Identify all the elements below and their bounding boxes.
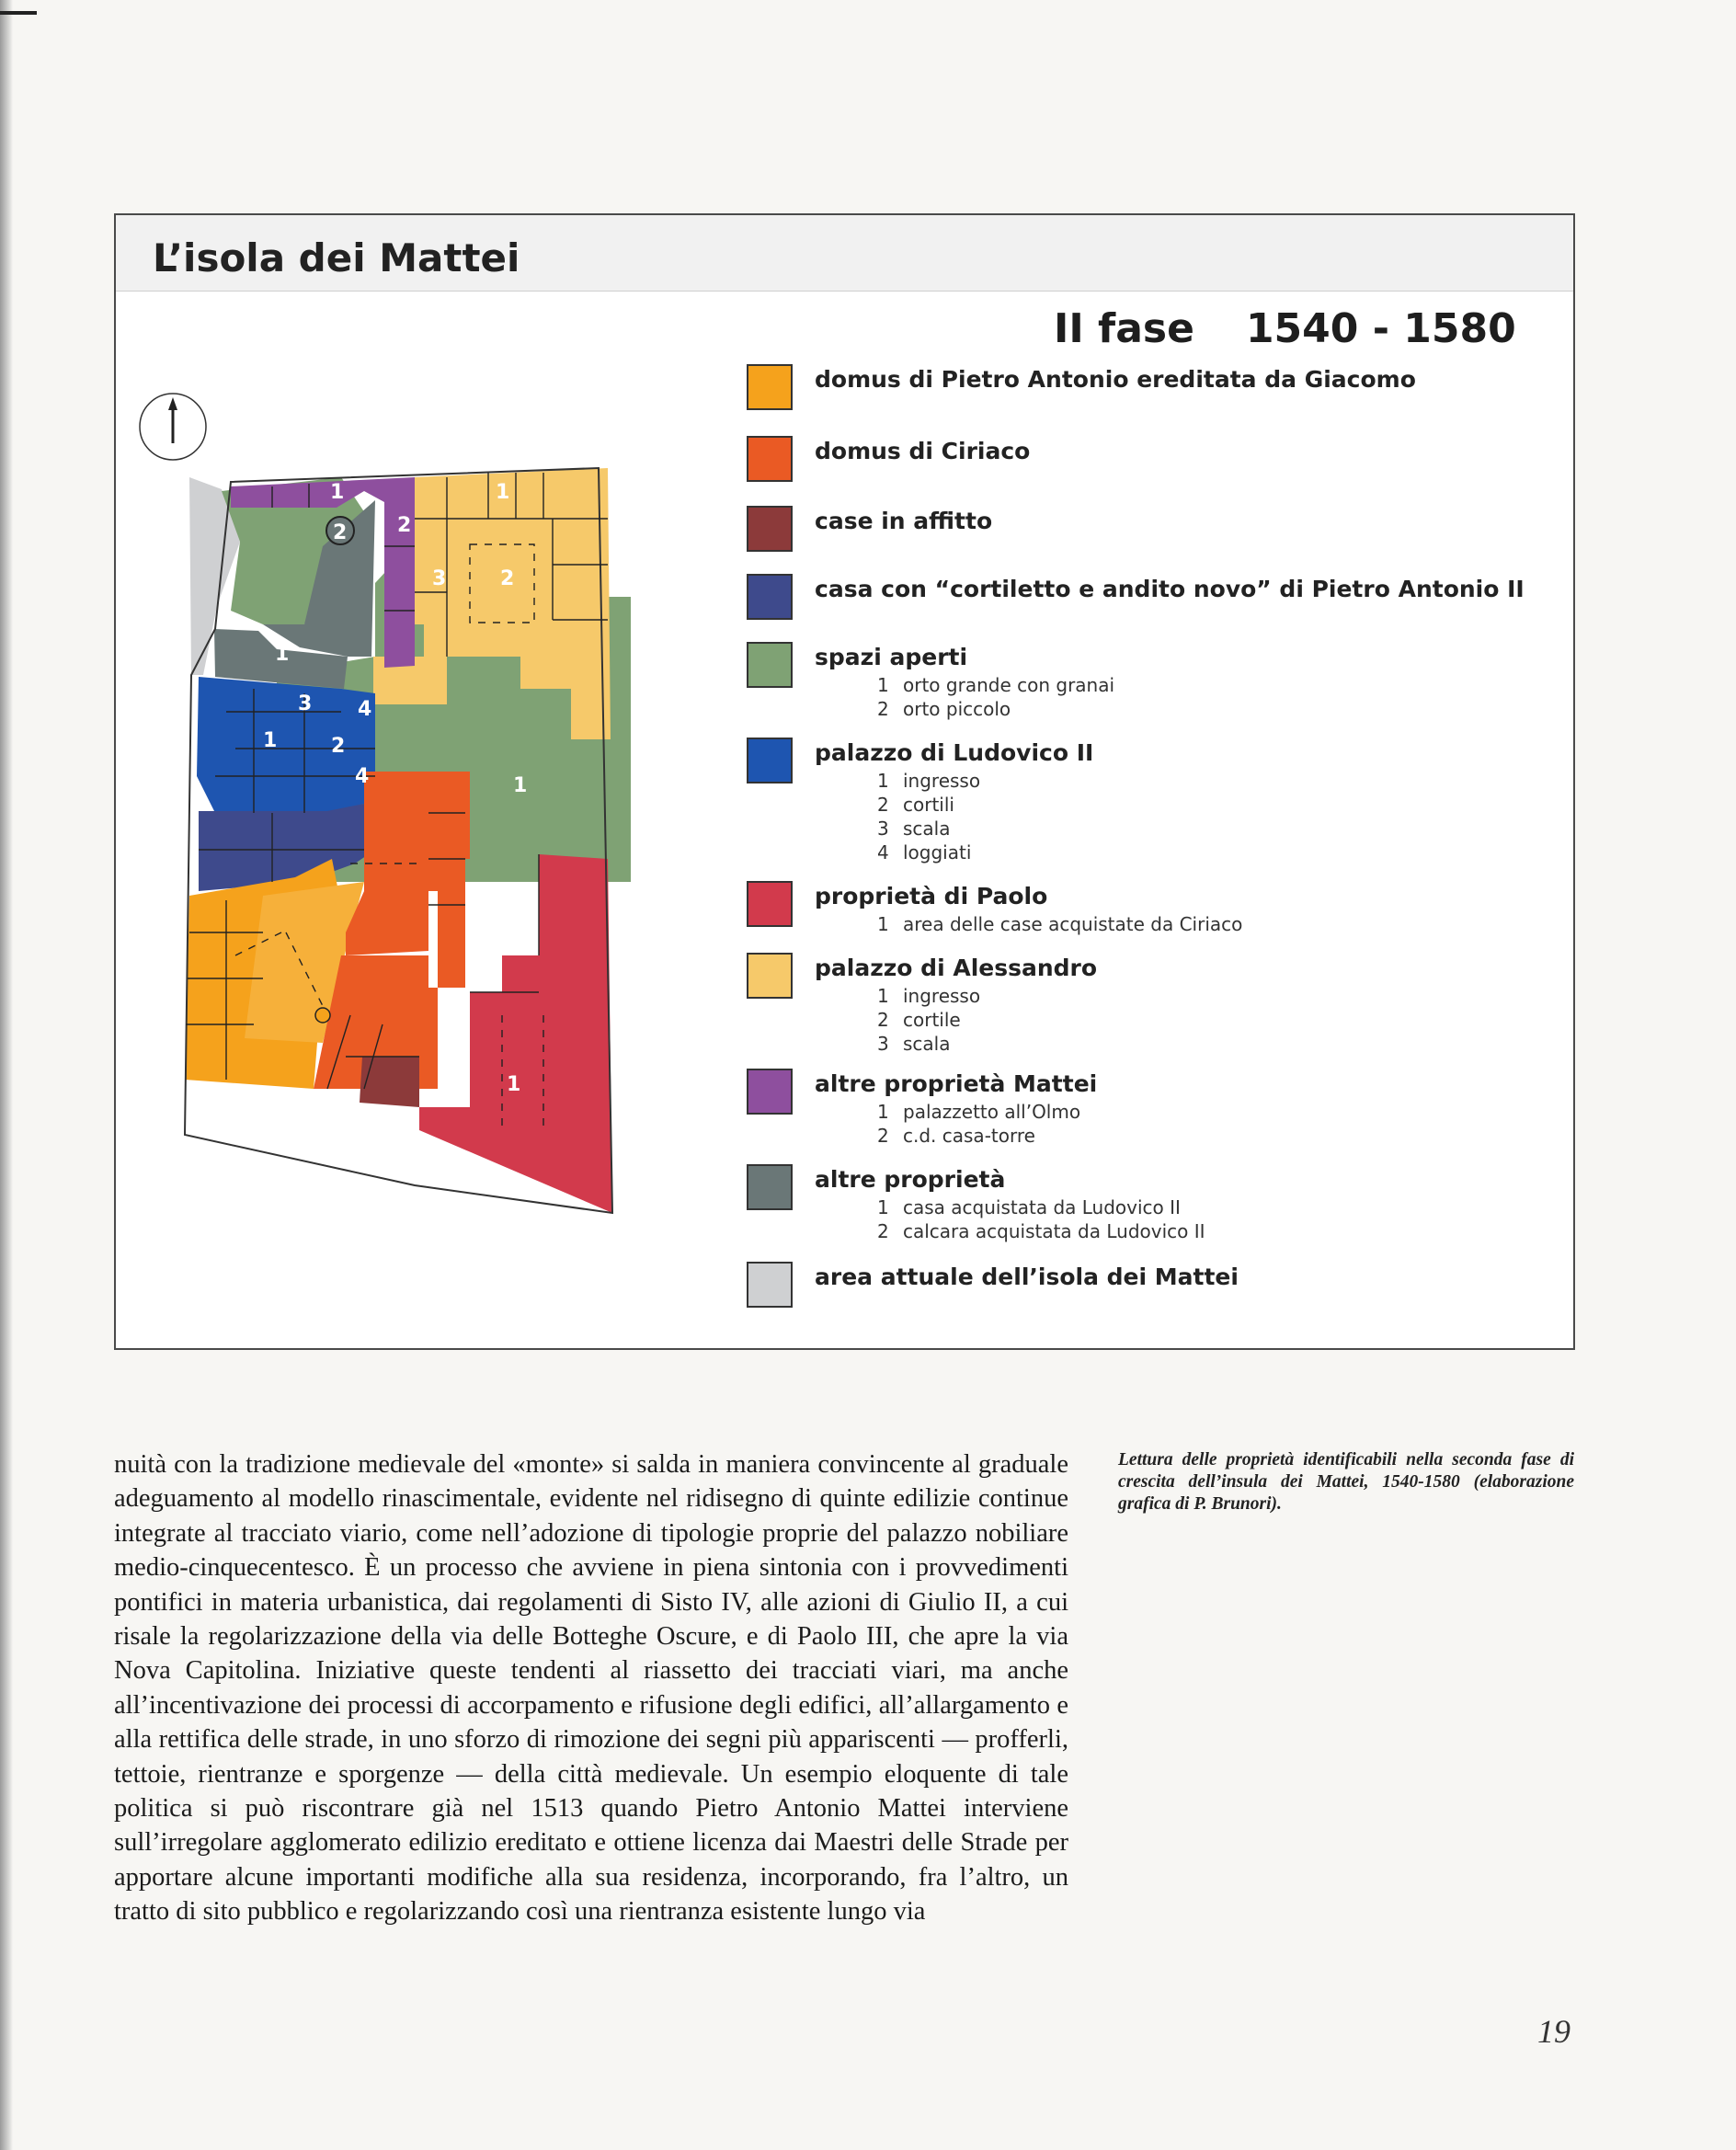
- map-label-blue-3: 3: [298, 692, 313, 715]
- legend-subitem: [877, 817, 980, 841]
- legend-subitem-text: cortili: [903, 794, 954, 816]
- legend-subitem-number: 1: [877, 674, 889, 696]
- legend-label: altre proprietà: [815, 1166, 1006, 1193]
- legend-subitem-text: palazzetto all’Olmo: [903, 1101, 1081, 1123]
- legend-subitem-text: scala: [903, 1033, 951, 1055]
- legend-subitem: [877, 1032, 980, 1056]
- legend-subitem-number: 2: [877, 1125, 889, 1147]
- legend-swatch: [747, 1069, 793, 1115]
- legend-subitem-text: cortile: [903, 1009, 961, 1031]
- legend-subitem-text: area delle case acquistate da Ciriaco: [903, 913, 1243, 935]
- legend-label: casa con “cortiletto e andito novo” di Pietro Antonio II: [815, 576, 1525, 602]
- map-label-yellow-2: 2: [500, 567, 515, 590]
- legend-sublist: [877, 769, 980, 864]
- legend-subitem: [877, 1100, 1080, 1124]
- map-label-grey-2: 2: [451, 1025, 465, 1048]
- legend-label: palazzo di Alessandro: [815, 955, 1098, 981]
- legend-subitem-text: scala: [903, 818, 951, 840]
- legend-subitem-number: 1: [877, 913, 889, 935]
- legend-label: spazi aperti: [815, 644, 968, 670]
- legend-subitem-text: loggiati: [903, 841, 972, 863]
- phase-years: 1540 - 1580: [1245, 305, 1516, 352]
- body-text: nuità con la tradizione medievale del «monte» si salda in maniera convincente al graduale adeguamento al modello rinascimentale, evidente nel ridisegno di quinte edilizie continue integrate al tracciato viario, come nell’adozione di tipologie proprie del palazzo nobiliare medio-cinquecentesco. È un processo che avviene in piena sintonia con i provvedimenti pontifici in materia urbanistica, dai regolamenti di Sisto IV, alle azioni di Giulio II, a cui risale la regolarizzazione della via delle Botteghe Oscure, e di Paolo III, che apre la via Nova Capitolina. Iniziative queste tendenti al riassetto dei tracciati viari, ma anche all’incentivazione dei processi di accorpamento e rifusione degli edifici, all’allargamento e alla rettifica delle strade, in uno sforzo di rimozione dei segni più appariscenti — profferli, tettoie, rientranze e sporgenze — della città medievale. Un esempio eloquente di tale politica si può riscontrare già nel 1513 quando Pietro Antonio Mattei interviene sull’irregolare agglomerato edilizio ereditato e ottiene licenza dai Maestri delle Strade per apportare alcune importanti modifiche alla sua residenza, incorporando, fra l’altro, un tratto di sito pubblico e regolarizzando così una rientranza esistente lungo via: [114, 1450, 1068, 1927]
- legend-subitem-number: 4: [877, 841, 889, 863]
- map-label-green-1: 1: [513, 774, 528, 797]
- legend-subitem-number: 2: [877, 1009, 889, 1031]
- crop-mark: [0, 11, 37, 15]
- legend-subitem: [877, 769, 980, 793]
- map-label-yellow-1: 1: [496, 481, 510, 504]
- legend-subitem-number: 3: [877, 1033, 889, 1055]
- blue-palazzo-ludovico: [197, 677, 375, 813]
- legend-swatch: [747, 642, 793, 688]
- legend-swatch: [747, 574, 793, 620]
- phase-heading: [1054, 305, 1516, 352]
- legend-label: area attuale dell’isola dei Mattei: [815, 1264, 1239, 1290]
- legend-subitem: [877, 673, 1114, 697]
- legend-subitem-number: 2: [877, 794, 889, 816]
- legend-subitem: [877, 793, 980, 817]
- legend-subitem-text: c.d. casa-torre: [903, 1125, 1035, 1147]
- map-label-blue-4a: 4: [358, 698, 372, 721]
- map-label-blue-1: 1: [263, 729, 278, 752]
- legend-label: domus di Pietro Antonio ereditata da Giacomo: [815, 366, 1416, 393]
- legend-subitem-text: orto grande con granai: [903, 674, 1115, 696]
- legend-swatch: [747, 506, 793, 552]
- figure-panel: [114, 213, 1575, 1350]
- legend-subitem: [877, 1195, 1205, 1219]
- legend-sublist: [877, 912, 1242, 936]
- figure-title-strip: [116, 215, 1573, 292]
- map-label-crimson-1: 1: [507, 1073, 521, 1096]
- legend-subitem-text: casa acquistata da Ludovico II: [903, 1196, 1181, 1218]
- page-binding-shadow: [0, 0, 13, 2150]
- legend-subitem: [877, 841, 980, 864]
- legend-sublist: [877, 1195, 1205, 1243]
- legend-subitem-number: 2: [877, 1220, 889, 1242]
- legend-subitem-number: 1: [877, 1196, 889, 1218]
- figure-caption: Lettura delle proprietà identificabili nella seconda fase di crescita dell’insula dei Mattei, 1540-1580 (elaborazione grafica di P. Brunori).: [1118, 1450, 1574, 1514]
- figure-title: L’isola dei Mattei: [153, 235, 520, 280]
- brown-case-affitto: [360, 1057, 419, 1107]
- map-label-yellow-3: 3: [432, 567, 447, 590]
- legend-sublist: [877, 1100, 1080, 1148]
- legend-sublist: [877, 984, 980, 1056]
- legend-subitem: [877, 984, 980, 1008]
- legend-subitem-number: 3: [877, 818, 889, 840]
- legend-subitem-number: 2: [877, 698, 889, 720]
- legend-label: palazzo di Ludovico II: [815, 739, 1094, 766]
- map-label-purple-2: 2: [397, 514, 412, 537]
- legend-subitem-text: ingresso: [903, 770, 981, 792]
- legend-subitem: [877, 1124, 1080, 1148]
- legend-swatch: [747, 1164, 793, 1210]
- legend-swatch: [747, 436, 793, 482]
- legend-swatch: [747, 881, 793, 927]
- map-label-blue-2: 2: [331, 735, 346, 758]
- legend-subitem: [877, 1008, 980, 1032]
- map-label-blue-4b: 4: [355, 765, 370, 788]
- legend-subitem: [877, 697, 1114, 721]
- page-number: 19: [1537, 2013, 1570, 2050]
- map-label-green-2: 2: [333, 521, 348, 544]
- legend-subitem-text: ingresso: [903, 985, 981, 1007]
- legend-label: domus di Ciriaco: [815, 438, 1031, 464]
- legend-label: altre proprietà Mattei: [815, 1070, 1098, 1097]
- legend-subitem-text: orto piccolo: [903, 698, 1011, 720]
- legend-sublist: [877, 673, 1114, 721]
- legend-subitem-number: 1: [877, 985, 889, 1007]
- legend-subitem: [877, 1219, 1205, 1243]
- legend-swatch: [747, 1262, 793, 1308]
- legend-subitem-text: calcara acquistata da Ludovico II: [903, 1220, 1205, 1242]
- property-map: [134, 381, 732, 1300]
- phase-label: II fase: [1054, 305, 1194, 352]
- legend-swatch: [747, 364, 793, 410]
- legend-subitem-number: 1: [877, 770, 889, 792]
- legend-label: case in affitto: [815, 508, 993, 534]
- legend-swatch: [747, 738, 793, 783]
- legend-swatch: [747, 953, 793, 999]
- map-label-purple-1: 1: [330, 481, 345, 504]
- legend-label: proprietà di Paolo: [815, 883, 1048, 909]
- legend-subitem: [877, 912, 1242, 936]
- north-arrow-icon: [140, 394, 206, 460]
- map-label-grey-1: 1: [275, 643, 290, 666]
- legend-subitem-number: 1: [877, 1101, 889, 1123]
